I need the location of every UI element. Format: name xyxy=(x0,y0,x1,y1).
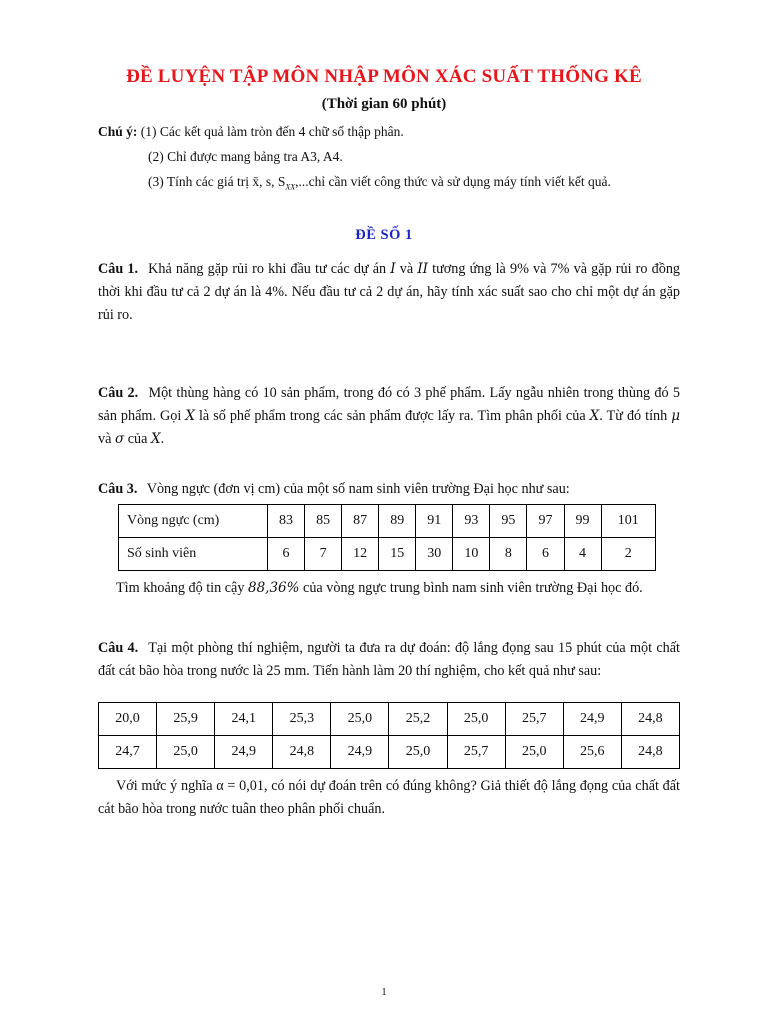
table-cell: 25,2 xyxy=(389,703,447,736)
table-cell: 87 xyxy=(342,505,379,538)
row-header: Số sinh viên xyxy=(119,538,268,571)
table-cell: 93 xyxy=(453,505,490,538)
table-cell: 89 xyxy=(379,505,416,538)
note-1: Chú ý: (1) Các kết quả làm tròn đến 4 chữ số thập phân. xyxy=(98,124,404,139)
question-1: Câu 1. Khả năng gặp rủi ro khi đầu tư các dự án I và II tương ứng là 9% và 7% và gặp rủi ro đồng thời khi đầu tư cả 2 dự án là 4%. Nếu đầu tư cả 2 dự án, hãy tính xác suất sao cho chỉ một dự án gặp rủi ro. xyxy=(98,261,681,323)
chest-size-table xyxy=(118,504,656,571)
table-cell: 25,0 xyxy=(505,736,563,769)
table-cell: 25,0 xyxy=(447,703,505,736)
table-cell: 101 xyxy=(601,505,655,538)
page-number: 1 xyxy=(381,986,387,998)
table-row xyxy=(99,703,680,736)
table-cell: 25,6 xyxy=(563,736,621,769)
table-cell: 24,7 xyxy=(99,736,157,769)
table-row xyxy=(119,538,656,571)
table-cell: 24,9 xyxy=(215,736,273,769)
table-cell: 15 xyxy=(379,538,416,571)
table-cell: 6 xyxy=(268,538,305,571)
table-cell: 95 xyxy=(490,505,527,538)
table-cell: 8 xyxy=(490,538,527,571)
table-cell: 24,8 xyxy=(621,703,679,736)
table-cell: 30 xyxy=(416,538,453,571)
table-cell: 83 xyxy=(268,505,305,538)
row-header: Vòng ngực (cm) xyxy=(119,505,268,538)
table-cell: 97 xyxy=(527,505,564,538)
table-cell: 24,1 xyxy=(215,703,273,736)
table-cell: 4 xyxy=(564,538,601,571)
table-cell: 91 xyxy=(416,505,453,538)
question-label: Câu 2. xyxy=(98,385,139,401)
question-2: Câu 2. Một thùng hàng có 10 sản phẩm, trong đó có 3 phế phẩm. Lấy ngẫu nhiên trong thùng đó 5 sản phẩm. Gọi X là số phế phẩm trong các sản phẩm được lấy ra. Tìm phân phối của X. Từ đó tính μ và σ của X. xyxy=(98,385,681,447)
table-cell: 7 xyxy=(305,538,342,571)
question-label: Câu 1. xyxy=(98,261,139,277)
question-3: Câu 3. Vòng ngực (đơn vị cm) của một số nam sinh viên trường Đại học như sau: xyxy=(98,481,570,497)
table-cell: 20,0 xyxy=(99,703,157,736)
table-cell: 25,0 xyxy=(389,736,447,769)
table-cell: 25,7 xyxy=(505,703,563,736)
table-row xyxy=(99,736,680,769)
section-title: ĐỀ SỐ 1 xyxy=(355,227,413,243)
question-label: Câu 3. xyxy=(98,481,138,497)
table-cell: 24,8 xyxy=(273,736,331,769)
exam-duration: (Thời gian 60 phút) xyxy=(321,96,447,112)
table-cell: 12 xyxy=(342,538,379,571)
question-3-followup: Tìm khoảng độ tin cậy 88,36% của vòng ngực trung bình nam sinh viên trường Đại học đó. xyxy=(116,580,643,596)
table-cell: 24,8 xyxy=(621,736,679,769)
question-4-followup: Với mức ý nghĩa α = 0,01, có nói dự đoán trên có đúng không? Giả thiết độ lắng đọng của chất đất cát bão hòa trong nước tuân theo phân phối chuẩn. xyxy=(98,778,680,817)
note-3: (3) Tính các giá trị x̄, s, $S_{XX},...chỉ$ cần viết công thức và sử dụng máy tính viết kết quả. xyxy=(148,174,611,192)
table-cell: 25,3 xyxy=(273,703,331,736)
table-cell: 10 xyxy=(453,538,490,571)
note-2: (2) Chỉ được mang bảng tra A3, A4. xyxy=(148,149,343,164)
sediment-table xyxy=(98,702,680,769)
note-label: Chú ý: xyxy=(98,124,138,139)
table-cell: 25,0 xyxy=(157,736,215,769)
table-cell: 25,9 xyxy=(157,703,215,736)
question-4: Câu 4. Tại một phòng thí nghiệm, người ta đưa ra dự đoán: độ lắng đọng sau 15 phút của một chất đất cát bão hòa trong nước là 25 mm. Tiến hành làm 20 thí nghiệm, cho kết quả như sau: xyxy=(98,640,680,679)
table-cell: 24,9 xyxy=(563,703,621,736)
table-cell: 99 xyxy=(564,505,601,538)
table-row xyxy=(119,505,656,538)
table-cell: 25,7 xyxy=(447,736,505,769)
document-title: ĐỀ LUYỆN TẬP MÔN NHẬP MÔN XÁC SUẤT THỐNG KÊ xyxy=(126,66,642,87)
table-cell: 2 xyxy=(601,538,655,571)
table-cell: 25,0 xyxy=(331,703,389,736)
table-cell: 85 xyxy=(305,505,342,538)
table-cell: 6 xyxy=(527,538,564,571)
question-label: Câu 4. xyxy=(98,640,139,656)
table-cell: 24,9 xyxy=(331,736,389,769)
